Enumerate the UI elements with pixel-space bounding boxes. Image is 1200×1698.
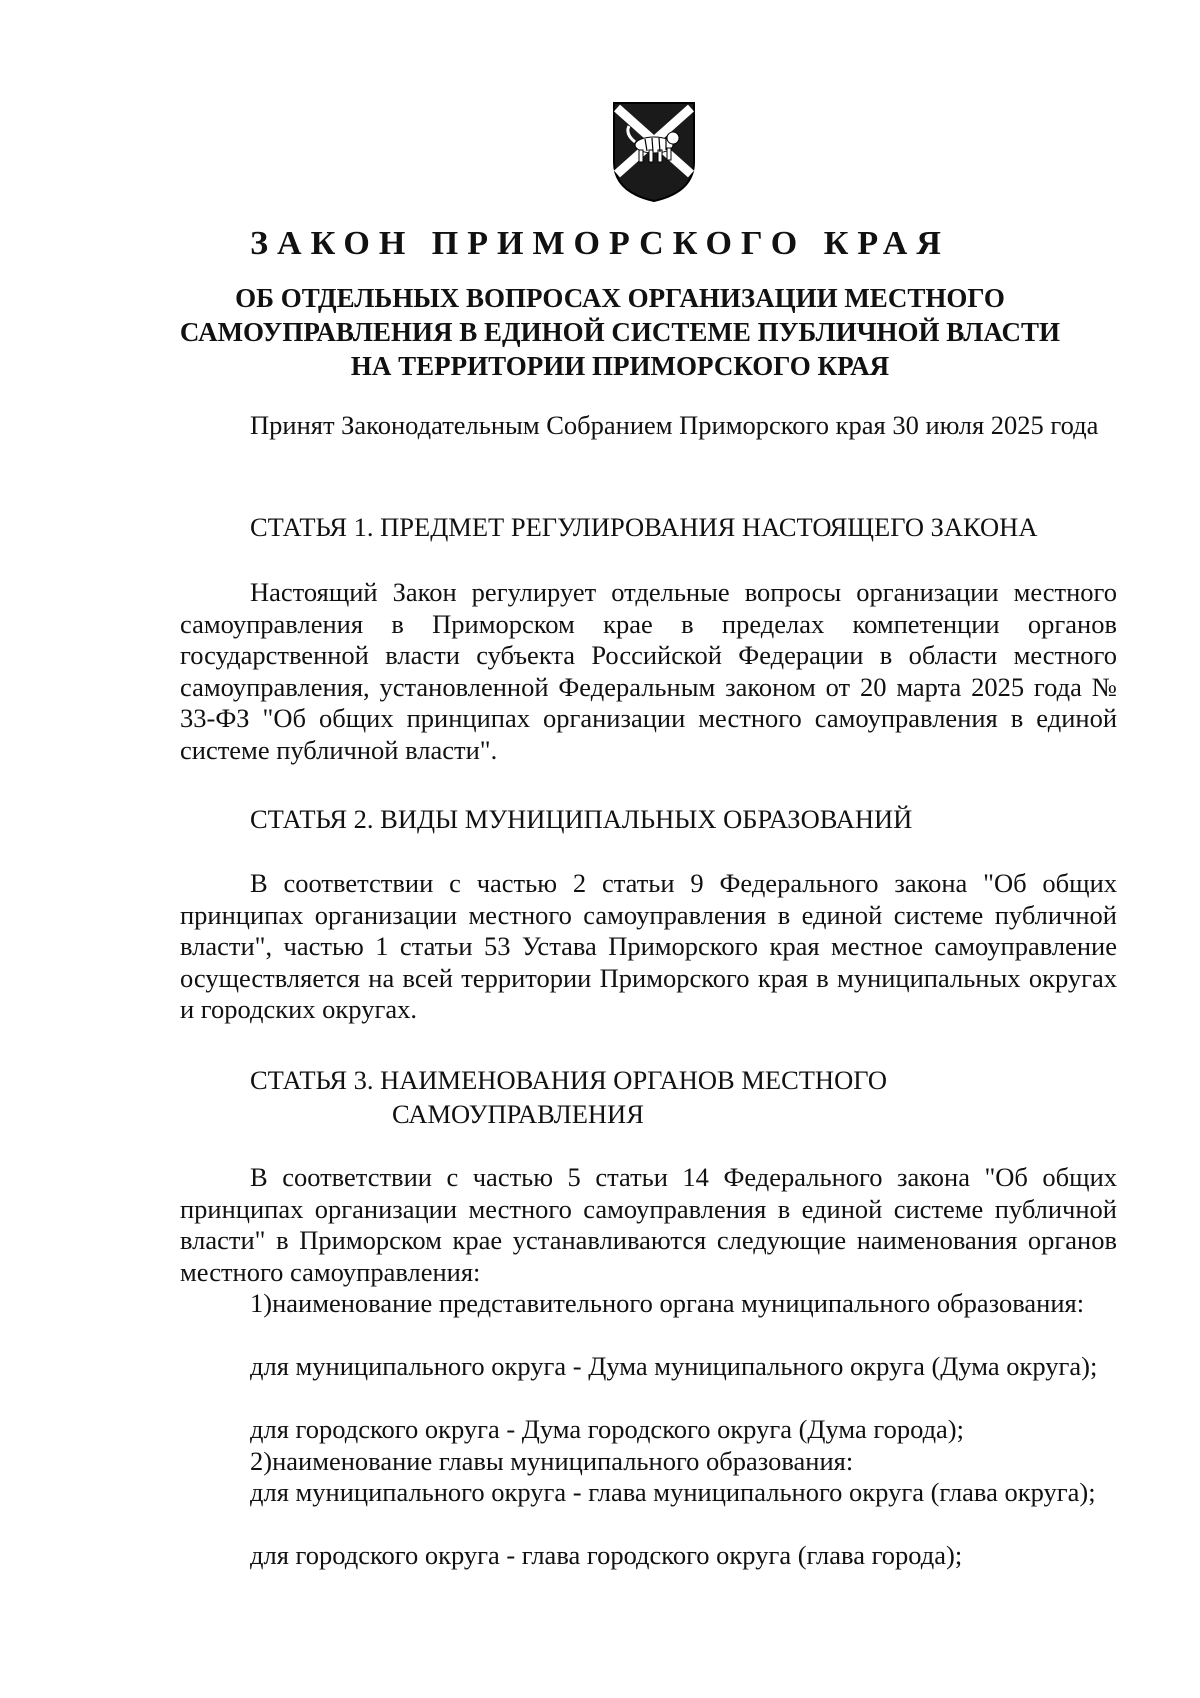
article-1-heading: СТАТЬЯ 1. ПРЕДМЕТ РЕГУЛИРОВАНИЯ НАСТОЯЩЕГО ЗАКОНА: [250, 512, 1038, 542]
law-subtitle: [150, 281, 1090, 383]
subtitle-line: ОБ ОТДЕЛЬНЫХ ВОПРОСАХ ОРГАНИЗАЦИИ МЕСТНОГО: [235, 283, 1005, 313]
article-3-item: 1)наименование представительного органа муниципального образования:: [250, 1288, 1085, 1318]
article-2-text: В соответствии с частью 2 статьи 9 Федерального закона "Об общих принципах организации местного самоуправления в единой системе публичной власти", частью 1 статьи 53 Устава Приморского края местное самоуправление осуществляется на всей территории Приморского края в муниципальных округах и городских округах.: [180, 868, 1117, 1024]
subtitle-line: НА ТЕРРИТОРИИ ПРИМОРСКОГО КРАЯ: [350, 351, 890, 381]
article-3-item: 2)наименование главы муниципального образования:: [250, 1446, 854, 1476]
coat-of-arms-icon: [611, 100, 697, 204]
article-3-item: для городского округа - глава городского округа (глава города);: [250, 1540, 963, 1570]
article-3-heading-line: СТАТЬЯ 3. НАИМЕНОВАНИЯ ОРГАНОВ МЕСТНОГО: [250, 1065, 888, 1095]
article-3-item: для муниципального округа - Дума муниципального округа (Дума округа);: [250, 1351, 1098, 1381]
article-3-heading: [250, 1063, 887, 1131]
law-title: ЗАКОН ПРИМОРСКОГО КРАЯ: [250, 225, 950, 262]
article-2-heading: СТАТЬЯ 2. ВИДЫ МУНИЦИПАЛЬНЫХ ОБРАЗОВАНИЙ: [250, 804, 913, 834]
article-3-intro: В соответствии с частью 5 статьи 14 Федерального закона "Об общих принципах организации местного самоуправления в единой системе публичной власти" в Приморском крае устанавливаются следующие наименования органов местного самоуправления:: [180, 1162, 1117, 1287]
article-3-heading-line: САМОУПРАВЛЕНИЯ: [392, 1099, 644, 1129]
article-3-item: для муниципального округа - глава муниципального округа (глава округа);: [250, 1477, 1096, 1507]
adoption-statement: Принят Законодательным Собранием Приморского края 30 июля 2025 года: [250, 410, 1099, 440]
article-1-text: Настоящий Закон регулирует отдельные вопросы организации местного самоуправления в Приморском крае в пределах компетенции органов государственной власти субъекта Российской Федерации в области местного самоуправления, установленной Федеральным законом от 20 марта 2025 года № 33-ФЗ "Об общих принципах организации местного самоуправления в единой системе публичной власти".: [180, 577, 1117, 765]
subtitle-line: САМОУПРАВЛЕНИЯ В ЕДИНОЙ СИСТЕМЕ ПУБЛИЧНОЙ ВЛАСТИ: [179, 317, 1061, 347]
article-3-item: для городского округа - Дума городского округа (Дума города);: [250, 1414, 964, 1444]
